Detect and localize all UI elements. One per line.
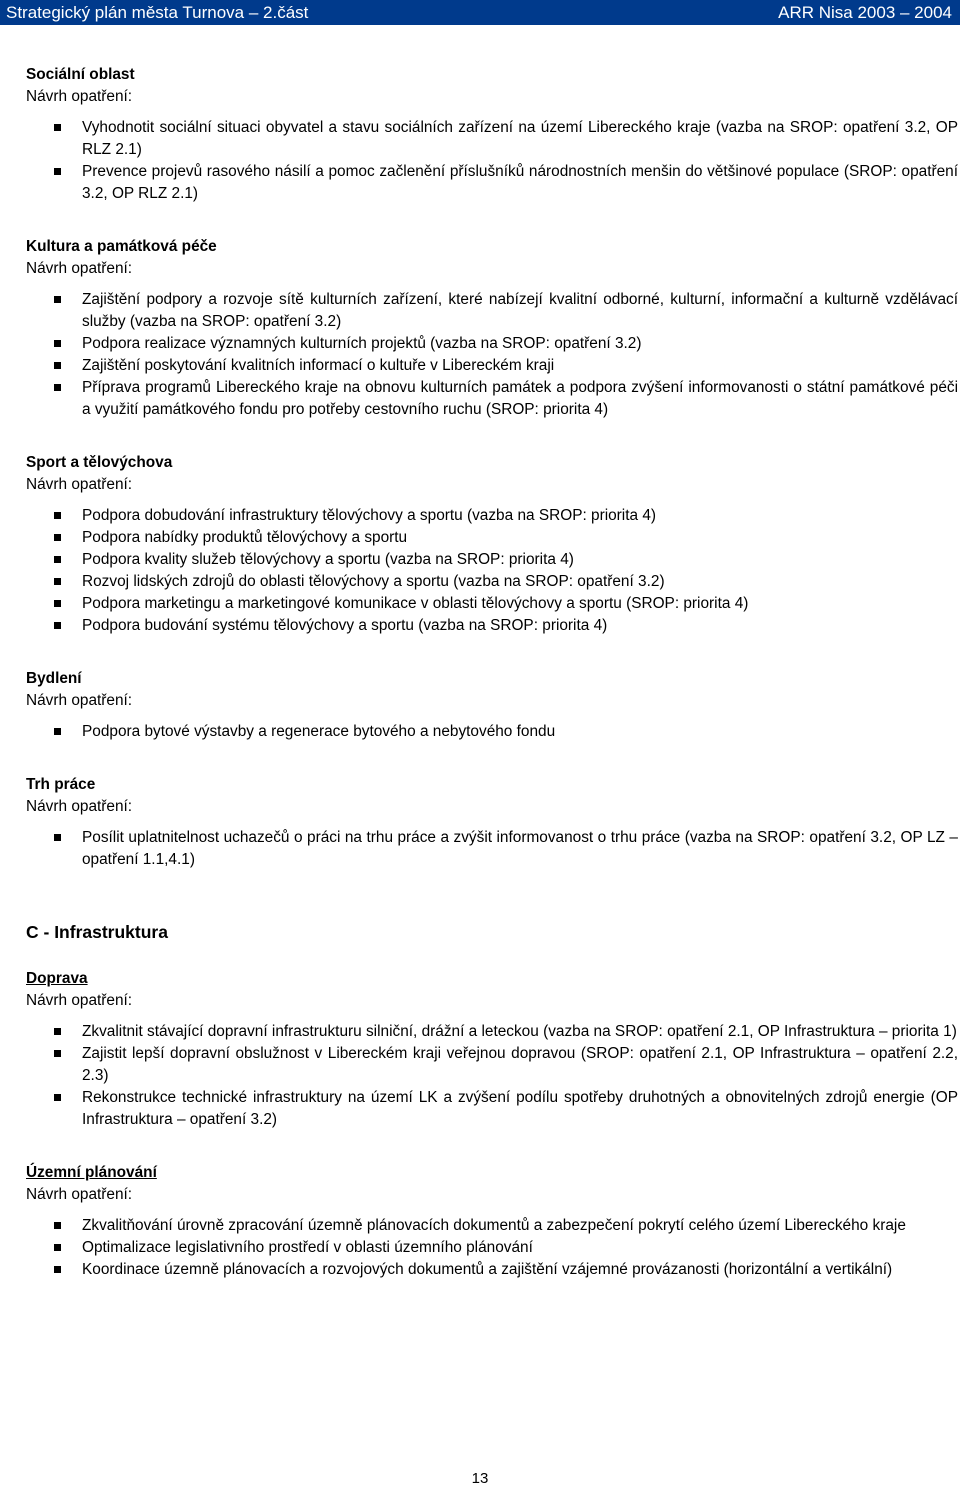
section-housing: [26, 668, 958, 743]
bullet-square-icon: [54, 384, 61, 391]
section-title: Sport a tělovýchova: [26, 454, 173, 471]
bullet-list: [26, 1021, 958, 1131]
section-transport: [26, 968, 958, 1131]
measures-label: Návrh opatření:: [26, 692, 133, 709]
bullet-square-icon: [54, 362, 61, 369]
bullet-square-icon: [54, 1028, 61, 1035]
bullet-square-icon: [54, 340, 61, 347]
measures-label: Návrh opatření:: [26, 88, 133, 105]
list-item: Příprava programů Libereckého kraje na obnovu kulturních památek a podpora zvýšení informovanosti o státní památkové péči a využití památkového fondu pro potřeby cestovního ruchu (SROP: priorita 4): [26, 377, 958, 421]
list-item: Vyhodnotit sociální situaci obyvatel a stavu sociálních zařízení na území Libereckého kraje (vazba na SROP: opatření 3.2, OP RLZ 2.1): [26, 117, 958, 161]
page-header: [0, 0, 960, 25]
section-title: Kultura a památková péče: [26, 238, 217, 255]
chapter-heading: C - Infrastruktura: [26, 922, 168, 942]
list-item: Zajištění poskytování kvalitních informací o kultuře v Libereckém kraji: [26, 355, 958, 377]
bullet-list: [26, 1215, 958, 1281]
section-title: Trh práce: [26, 776, 96, 793]
section-title: Územní plánování: [26, 1164, 157, 1181]
section-sport: [26, 452, 958, 637]
measures-label: Návrh opatření:: [26, 798, 133, 815]
bullet-square-icon: [54, 534, 61, 541]
bullet-square-icon: [54, 1094, 61, 1101]
section-labor: [26, 774, 958, 871]
bullet-square-icon: [54, 834, 61, 841]
list-item: Posílit uplatnitelnost uchazečů o práci na trhu práce a zvýšit informovanost o trhu práce (vazba na SROP: opatření 3.2, OP LZ – opatření 1.1,4.1): [26, 827, 958, 871]
bullet-list: [26, 289, 958, 421]
bullet-list: [26, 721, 958, 743]
list-item: Podpora marketingu a marketingové komunikace v oblasti tělovýchovy a sportu (SROP: priorita 4): [26, 593, 958, 615]
list-item: Podpora bytové výstavby a regenerace bytového a nebytového fondu: [26, 721, 958, 743]
header-left-text: Strategický plán města Turnova – 2.část: [6, 2, 309, 22]
bullet-square-icon: [54, 124, 61, 131]
bullet-square-icon: [54, 296, 61, 303]
list-item: Zajištění podpory a rozvoje sítě kulturních zařízení, které nabízejí kvalitní odborné, kulturní, informační a kulturně vzdělávací služby (vazba na SROP: opatření 3.2): [26, 289, 958, 333]
section-planning: [26, 1162, 958, 1281]
list-item: Optimalizace legislativního prostředí v oblasti územního plánování: [26, 1237, 958, 1259]
list-item: Prevence projevů rasového násilí a pomoc začlenění příslušníků národnostních menšin do většinové populace (SROP: opatření 3.2, OP RLZ 2.1): [26, 161, 958, 205]
list-item: Zajistit lepší dopravní obslužnost v Libereckém kraji veřejnou dopravou (SROP: opatření 2.1, OP Infrastruktura – opatření 2.2, 2.3): [26, 1043, 958, 1087]
measures-label: Návrh opatření:: [26, 476, 133, 493]
measures-label: Návrh opatření:: [26, 992, 133, 1009]
bullet-square-icon: [54, 1222, 61, 1229]
measures-label: Návrh opatření:: [26, 260, 133, 277]
bullet-list: [26, 827, 958, 871]
bullet-square-icon: [54, 622, 61, 629]
bullet-square-icon: [54, 556, 61, 563]
bullet-square-icon: [54, 728, 61, 735]
list-item: Podpora nabídky produktů tělovýchovy a sportu: [26, 527, 958, 549]
bullet-square-icon: [54, 1050, 61, 1057]
bullet-list: [26, 505, 958, 637]
section-culture: [26, 236, 958, 421]
list-item: Podpora kvality služeb tělovýchovy a sportu (vazba na SROP: priorita 4): [26, 549, 958, 571]
list-item: Podpora dobudování infrastruktury tělovýchovy a sportu (vazba na SROP: priorita 4): [26, 505, 958, 527]
section-title: Sociální oblast: [26, 66, 135, 83]
bullet-square-icon: [54, 512, 61, 519]
bullet-square-icon: [54, 168, 61, 175]
section-title: Doprava: [26, 970, 88, 987]
section-social: [26, 64, 958, 205]
bullet-square-icon: [54, 600, 61, 607]
bullet-square-icon: [54, 1244, 61, 1251]
bullet-list: [26, 117, 958, 205]
list-item: Rekonstrukce technické infrastruktury na území LK a zvýšení podílu spotřeby druhotných a obnovitelných zdrojů energie (OP Infrastruktura – opatření 3.2): [26, 1087, 958, 1131]
list-item: Zkvalitňování úrovně zpracování územně plánovacích dokumentů a zabezpečení pokrytí celého území Libereckého kraje: [26, 1215, 958, 1237]
list-item: Zkvalitnit stávající dopravní infrastrukturu silniční, drážní a leteckou (vazba na SROP: opatření 2.1, OP Infrastruktura – priorita 1): [26, 1021, 958, 1043]
list-item: Rozvoj lidských zdrojů do oblasti tělovýchovy a sportu (vazba na SROP: opatření 3.2): [26, 571, 958, 593]
header-right-text: ARR Nisa 2003 – 2004: [778, 2, 952, 22]
measures-label: Návrh opatření:: [26, 1186, 133, 1203]
page-number: 13: [471, 1470, 489, 1487]
section-title: Bydlení: [26, 670, 82, 687]
list-item: Podpora budování systému tělovýchovy a sportu (vazba na SROP: priorita 4): [26, 615, 958, 637]
document-body: [26, 64, 958, 1281]
list-item: Podpora realizace významných kulturních projektů (vazba na SROP: opatření 3.2): [26, 333, 958, 355]
list-item: Koordinace územně plánovacích a rozvojových dokumentů a zajištění vzájemné provázanosti (horizontální a vertikální): [26, 1259, 958, 1281]
bullet-square-icon: [54, 578, 61, 585]
bullet-square-icon: [54, 1266, 61, 1273]
